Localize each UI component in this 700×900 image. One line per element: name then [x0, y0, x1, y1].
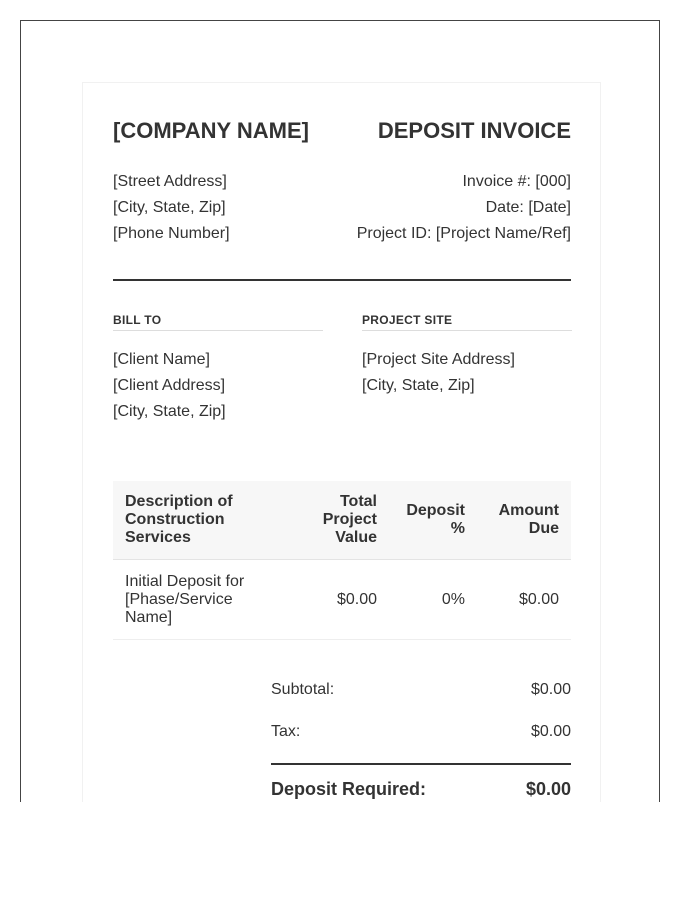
project-site-city: [City, State, Zip] [362, 377, 475, 394]
totals-section [271, 681, 571, 802]
table-header-row [113, 481, 571, 560]
header-divider [113, 279, 571, 281]
row-total-project-value: $0.00 [291, 560, 389, 640]
header-amount-due: Amount Due [477, 481, 571, 560]
invoice-project-id: Project ID: [Project Name/Ref] [356, 225, 571, 242]
tax-label: Tax: [271, 723, 301, 740]
company-city: [City, State, Zip] [113, 199, 226, 216]
project-site-address: [Project Site Address] [362, 351, 515, 368]
invoice-title: DEPOSIT INVOICE [377, 118, 571, 143]
invoice-meta [357, 169, 571, 247]
project-site-lines [362, 347, 572, 399]
bill-to-section [113, 313, 323, 425]
bill-to-city: [City, State, Zip] [113, 403, 226, 420]
company-street: [Street Address] [113, 173, 227, 190]
tax-value: $0.00 [530, 723, 571, 740]
bill-to-client-name: [Client Name] [113, 351, 210, 368]
deposit-required-value: $0.00 [525, 779, 571, 799]
table-row [113, 560, 571, 640]
bill-to-lines [113, 347, 323, 425]
subtotal-row [271, 681, 571, 723]
subtotal-label: Subtotal: [271, 681, 335, 698]
project-site-section [362, 313, 572, 399]
company-phone: [Phone Number] [113, 225, 230, 242]
row-amount-due: $0.00 [477, 560, 571, 640]
tax-row [271, 723, 571, 765]
invoice-page [82, 82, 601, 802]
invoice-number: Invoice #: [000] [462, 173, 571, 190]
subtotal-value: $0.00 [530, 681, 571, 698]
deposit-required-row [271, 779, 571, 802]
company-address [113, 169, 230, 247]
header-description: Description of Construction Services [113, 481, 291, 560]
company-name: [COMPANY NAME] [113, 118, 309, 143]
header-total-project-value: Total Project Value [291, 481, 389, 560]
bill-to-client-address: [Client Address] [113, 377, 226, 394]
project-site-heading: PROJECT SITE [362, 313, 572, 331]
row-description: Initial Deposit for [Phase/Service Name] [113, 560, 291, 640]
document-frame [20, 20, 660, 802]
invoice-date: Date: [Date] [485, 199, 571, 216]
deposit-required-label: Deposit Required: [271, 779, 427, 799]
line-items-table [113, 481, 571, 640]
bill-to-heading: BILL TO [113, 313, 323, 331]
invoice-header [113, 118, 571, 148]
row-deposit-percent: 0% [389, 560, 477, 640]
header-deposit-percent: Deposit % [389, 481, 477, 560]
